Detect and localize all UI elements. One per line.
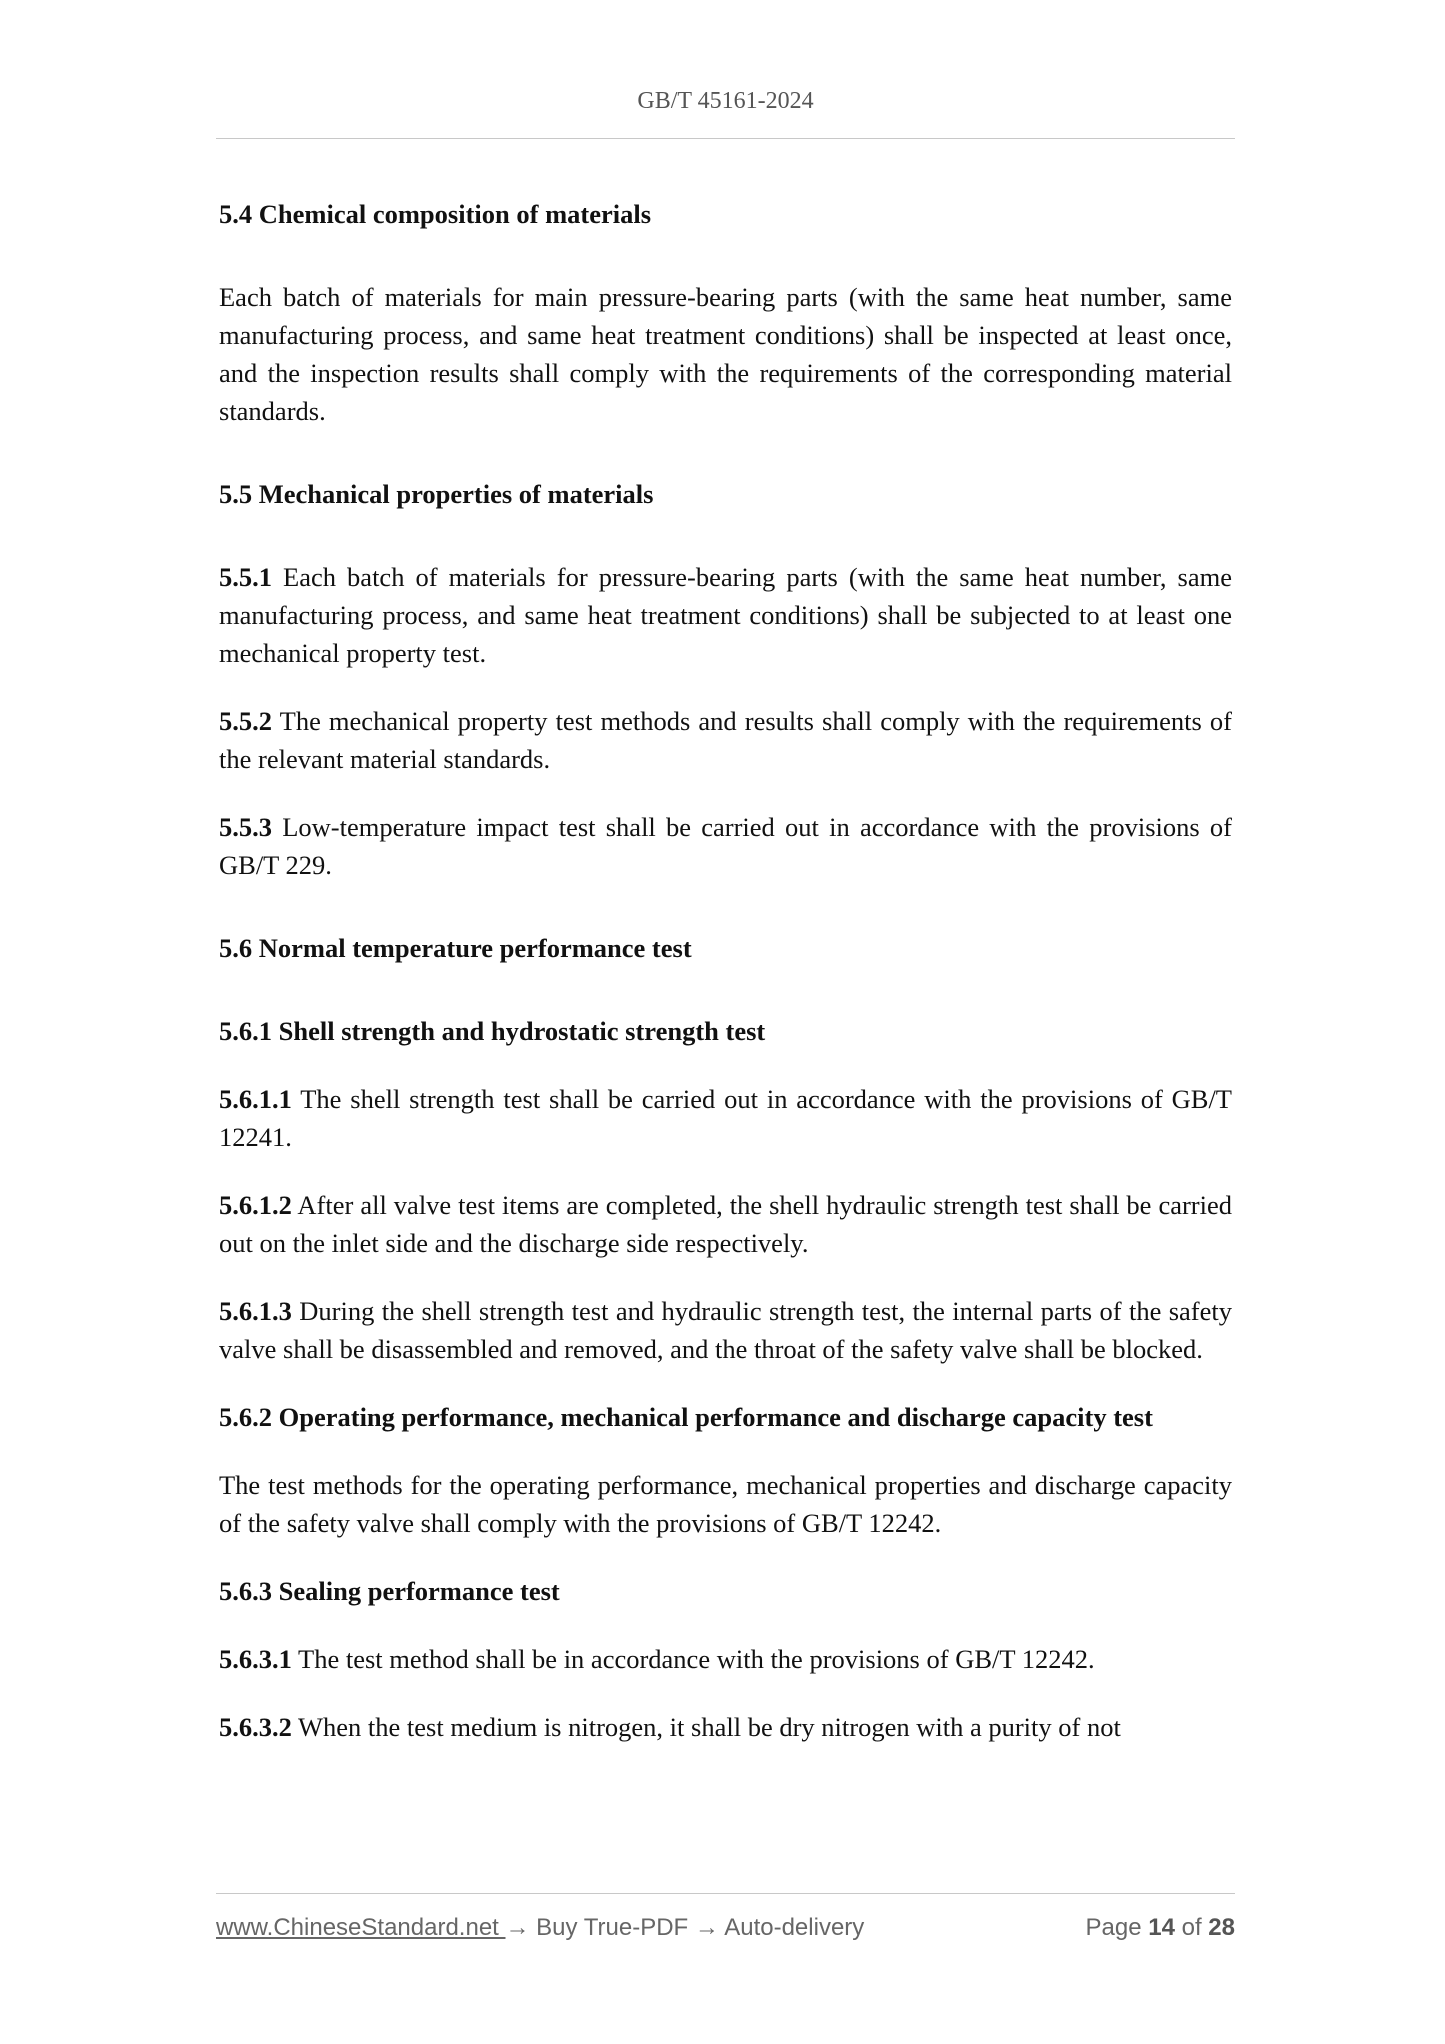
- section-5-6-2-text: The test methods for the operating performance, mechanical properties and discharge capacity of the safety valve shall comply with the provisions of GB/T 12242.: [219, 1470, 1232, 1538]
- page-number: 14: [1148, 1914, 1175, 1941]
- site-link[interactable]: www.ChineseStandard.net: [216, 1914, 506, 1941]
- clause-text: When the test medium is nitrogen, it shall be dry nitrogen with a purity of not: [291, 1712, 1121, 1742]
- section-5-5-heading: 5.5 Mechanical properties of materials: [219, 479, 654, 509]
- section-5-6-1-heading: 5.6.1 Shell strength and hydrostatic strength test: [219, 1016, 766, 1046]
- clause-number: 5.6.1.1: [219, 1084, 292, 1114]
- clause-text: The shell strength test shall be carried out in accordance with the provisions of GB/T 12241.: [219, 1084, 1232, 1152]
- clause-text: After all valve test items are completed, the shell hydraulic strength test shall be carried out on the inlet side and the discharge side respectively.: [219, 1190, 1232, 1258]
- clause-number: 5.5.1: [219, 562, 272, 592]
- of-label: of: [1181, 1914, 1202, 1941]
- clause-number: 5.5.3: [219, 812, 272, 842]
- clause-number: 5.6.1.2: [219, 1190, 292, 1220]
- clause-5-6-3-2: [219, 1708, 1232, 1746]
- clause-5-5-3: [219, 808, 1232, 884]
- clause-5-6-3-1: [219, 1640, 1232, 1678]
- page-label: Page: [1085, 1914, 1142, 1941]
- page-footer: [216, 1893, 1235, 1942]
- section-5-6-3-heading: 5.6.3 Sealing performance test: [219, 1576, 560, 1606]
- page-header: [216, 84, 1235, 139]
- section-5-4-text: Each batch of materials for main pressure-bearing parts (with the same heat number, same manufacturing process, and same heat treatment conditions) shall be inspected at least once, and the inspection results shall comply with the requirements of the corresponding material standards.: [219, 282, 1232, 426]
- clause-5-6-1-1: [219, 1080, 1232, 1156]
- clause-text: During the shell strength test and hydraulic strength test, the internal parts of the safety valve shall be disassembled and removed, and the throat of the safety valve shall be blocked.: [219, 1296, 1232, 1364]
- clause-5-5-2: [219, 702, 1232, 778]
- page-counter: [1086, 1914, 1236, 1942]
- footer-promo: [216, 1914, 864, 1942]
- clause-text: Each batch of materials for pressure-bearing parts (with the same heat number, same manufacturing process, and same heat treatment conditions) shall be subjected to at least one mechanical property test.: [219, 562, 1232, 668]
- document-body: [219, 195, 1232, 1776]
- clause-number: 5.6.1.3: [219, 1296, 292, 1326]
- total-pages: 28: [1208, 1914, 1235, 1941]
- document-code: GB/T 45161-2024: [637, 88, 814, 114]
- section-5-6-2-heading: 5.6.2 Operating performance, mechanical performance and discharge capacity test: [219, 1402, 1153, 1432]
- clause-5-5-1: [219, 558, 1232, 672]
- clause-5-6-1-2: [219, 1186, 1232, 1262]
- clause-number: 5.6.3.1: [219, 1644, 292, 1674]
- footer-tagline: → Buy True-PDF → Auto-delivery: [505, 1914, 865, 1941]
- section-5-6-heading: 5.6 Normal temperature performance test: [219, 933, 692, 963]
- clause-number: 5.6.3.2: [219, 1712, 292, 1742]
- clause-text: The test method shall be in accordance with the provisions of GB/T 12242.: [291, 1644, 1095, 1674]
- clause-text: The mechanical property test methods and results shall comply with the requirements of the relevant material standards.: [219, 706, 1232, 774]
- clause-text: Low-temperature impact test shall be carried out in accordance with the provisions of GB/T 229.: [219, 812, 1232, 880]
- clause-5-6-1-3: [219, 1292, 1232, 1368]
- clause-number: 5.5.2: [219, 706, 272, 736]
- section-5-4-heading: 5.4 Chemical composition of materials: [219, 199, 652, 229]
